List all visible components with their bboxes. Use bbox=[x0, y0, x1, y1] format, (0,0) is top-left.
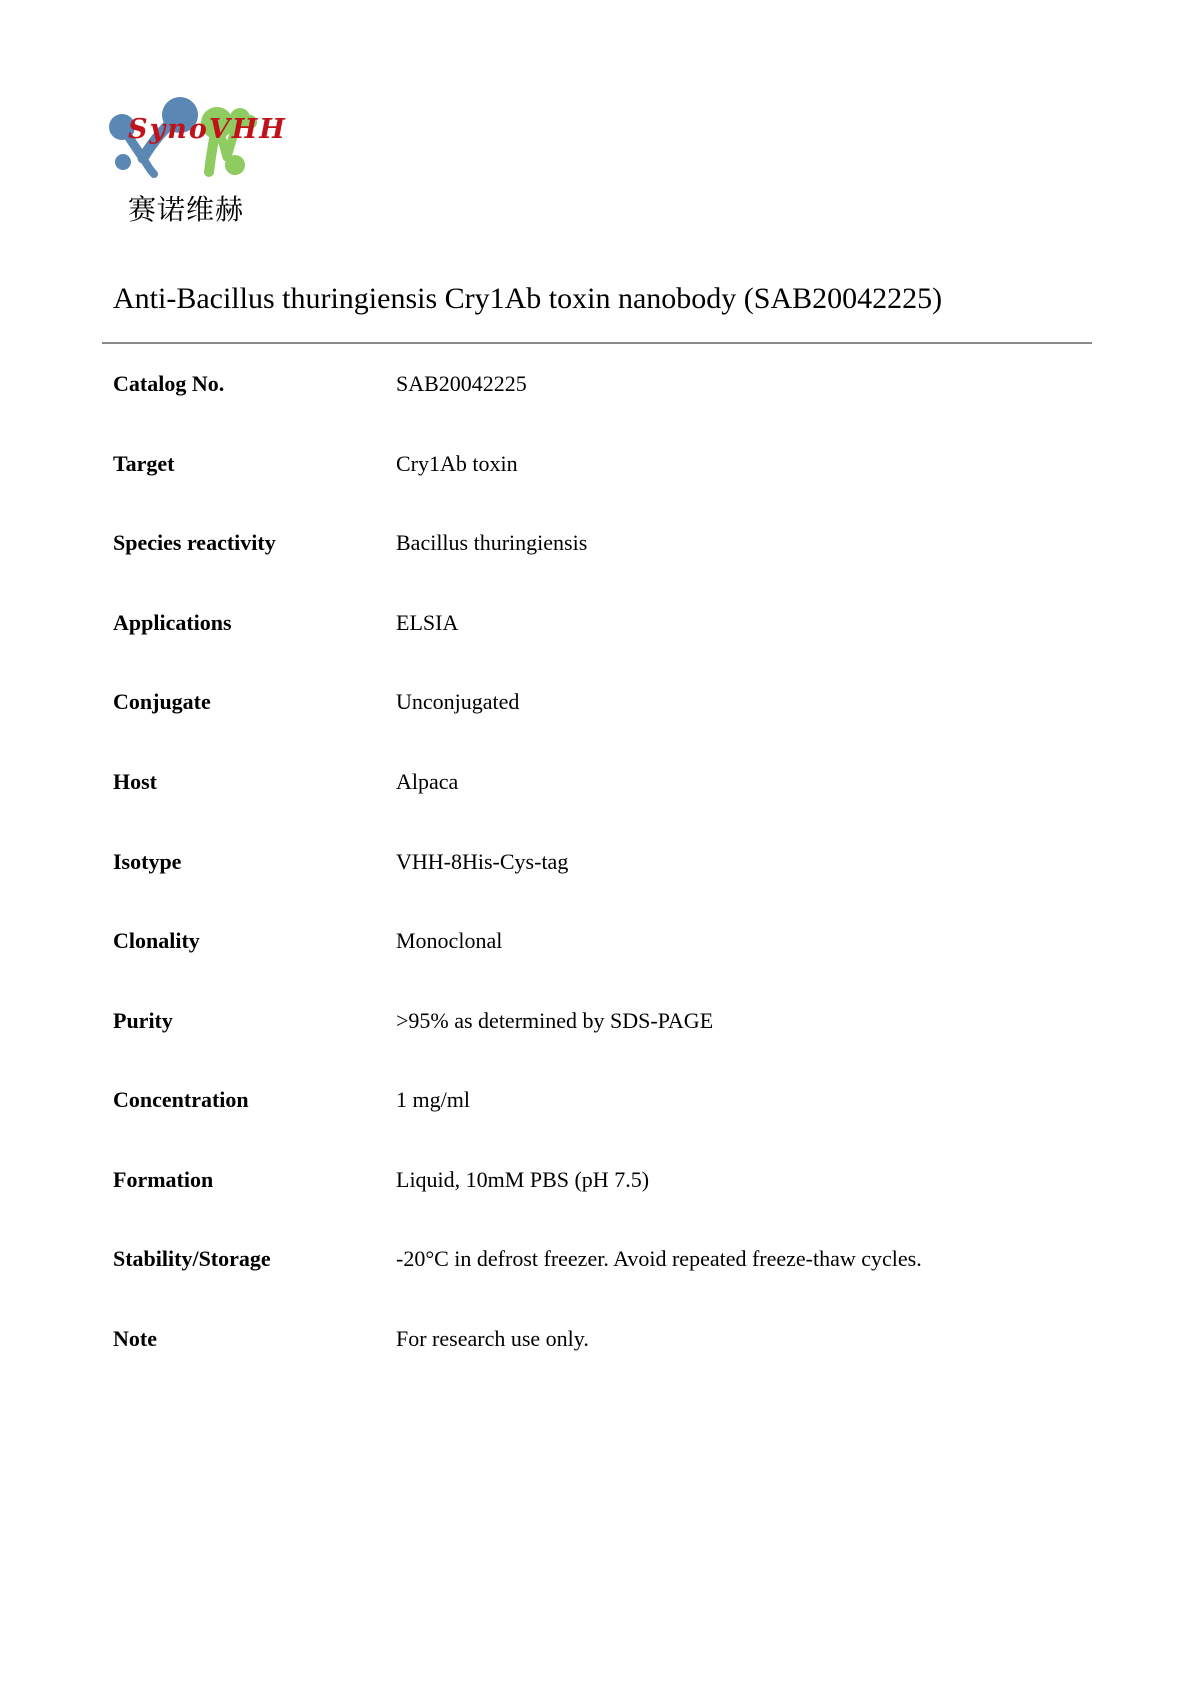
spec-row-clonality bbox=[113, 928, 1113, 958]
spec-label: Purity bbox=[113, 1008, 173, 1033]
brand-name: SynoVHH bbox=[128, 114, 287, 145]
spec-label: Isotype bbox=[113, 849, 182, 874]
spec-label: Host bbox=[113, 769, 157, 794]
spec-value: Alpaca bbox=[396, 769, 459, 794]
spec-row-stability-storage bbox=[113, 1246, 1113, 1276]
spec-row-applications bbox=[113, 610, 1113, 640]
spec-label: Clonality bbox=[113, 928, 200, 953]
spec-row-target bbox=[113, 451, 1113, 481]
page-title: Anti-Bacillus thuringiensis Cry1Ab toxin nanobody (SAB20042225) bbox=[113, 282, 943, 315]
logo-blobs-icon bbox=[100, 95, 258, 195]
spec-label: Species reactivity bbox=[113, 530, 276, 555]
spec-value: 1 mg/ml bbox=[396, 1087, 470, 1112]
spec-value: -20°C in defrost freezer. Avoid repeated freeze-thaw cycles. bbox=[396, 1246, 922, 1271]
spec-value: Unconjugated bbox=[396, 689, 520, 714]
brand-name-cn: 赛诺维赫 bbox=[128, 194, 245, 225]
spec-label: Stability/Storage bbox=[113, 1246, 271, 1271]
spec-value: Cry1Ab toxin bbox=[396, 451, 518, 476]
spec-label: Conjugate bbox=[113, 689, 211, 714]
spec-value: For research use only. bbox=[396, 1326, 589, 1351]
spec-row-isotype bbox=[113, 849, 1113, 879]
spec-row-purity bbox=[113, 1008, 1113, 1038]
spec-row-catalog-no bbox=[113, 371, 1113, 401]
spec-value: ELSIA bbox=[396, 610, 459, 635]
divider-rule bbox=[102, 342, 1092, 344]
spec-value: >95% as determined by SDS-PAGE bbox=[396, 1008, 714, 1033]
spec-row-host bbox=[113, 769, 1113, 799]
spec-row-species-reactivity bbox=[113, 530, 1113, 560]
spec-label: Target bbox=[113, 451, 175, 476]
spec-row-note bbox=[113, 1326, 1113, 1356]
spec-label: Applications bbox=[113, 610, 232, 635]
spec-row-conjugate bbox=[113, 689, 1113, 719]
spec-label: Catalog No. bbox=[113, 371, 225, 396]
spec-label: Concentration bbox=[113, 1087, 249, 1112]
spec-label: Note bbox=[113, 1326, 157, 1351]
spec-value: Monoclonal bbox=[396, 928, 503, 953]
spec-value: SAB20042225 bbox=[396, 371, 527, 396]
spec-row-formation bbox=[113, 1167, 1113, 1197]
spec-label: Formation bbox=[113, 1167, 214, 1192]
spec-value: Bacillus thuringiensis bbox=[396, 530, 588, 555]
spec-row-concentration bbox=[113, 1087, 1113, 1117]
spec-value: VHH-8His-Cys-tag bbox=[396, 849, 569, 874]
spec-value: Liquid, 10mM PBS (pH 7.5) bbox=[396, 1167, 650, 1192]
